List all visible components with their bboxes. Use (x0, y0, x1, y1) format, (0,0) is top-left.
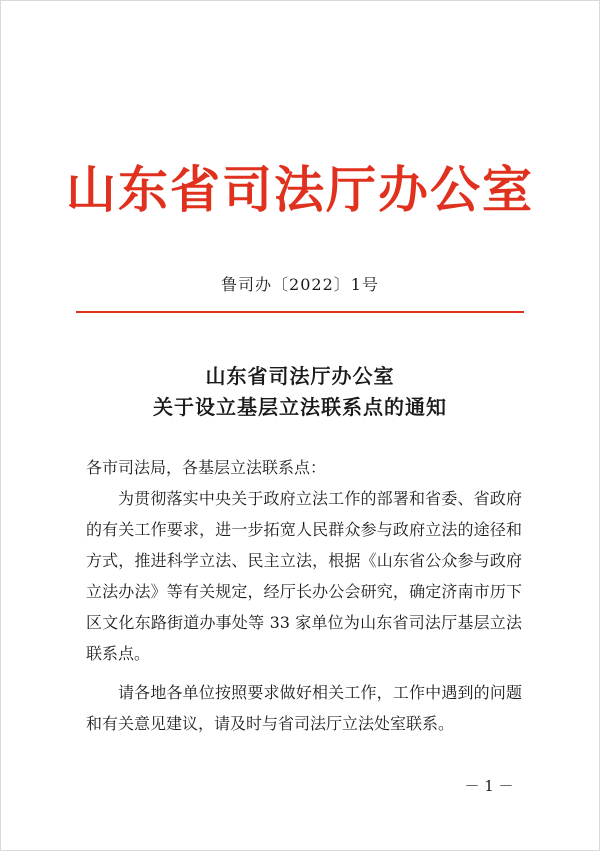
issuing-organization-header: 山东省司法厅办公室 (66, 160, 534, 219)
notice-title-line-2: 关于设立基层立法联系点的通知 (153, 395, 447, 419)
page-number: － 1 － (464, 777, 514, 795)
notice-body (86, 452, 522, 739)
document-number: 鲁司办〔2022〕1号 (221, 275, 379, 294)
notice-title-line-1: 山东省司法厅办公室 (205, 364, 395, 388)
body-paragraph-2: 请各地各单位按照要求做好相关工作，工作中遇到的问题和有关意见建议，请及时与省司法厅立法处室联系。 (86, 683, 522, 733)
salutation: 各市司法局，各基层立法联系点： (86, 458, 327, 477)
body-paragraph-1: 为贯彻落实中央关于政府立法工作的部署和省委、省政府的有关工作要求，进一步拓宽人民群众参与政府立法的途径和方式，推进科学立法、民主立法，根据《山东省公众参与政府立法办法》等有关规定，经厅长办公会研究，确定济南市历下区文化东路街道办事处等 33 家单位为山东省司法厅基层立法联系点。 (86, 489, 522, 663)
red-separator-line (76, 311, 524, 313)
notice-title (0, 361, 600, 423)
